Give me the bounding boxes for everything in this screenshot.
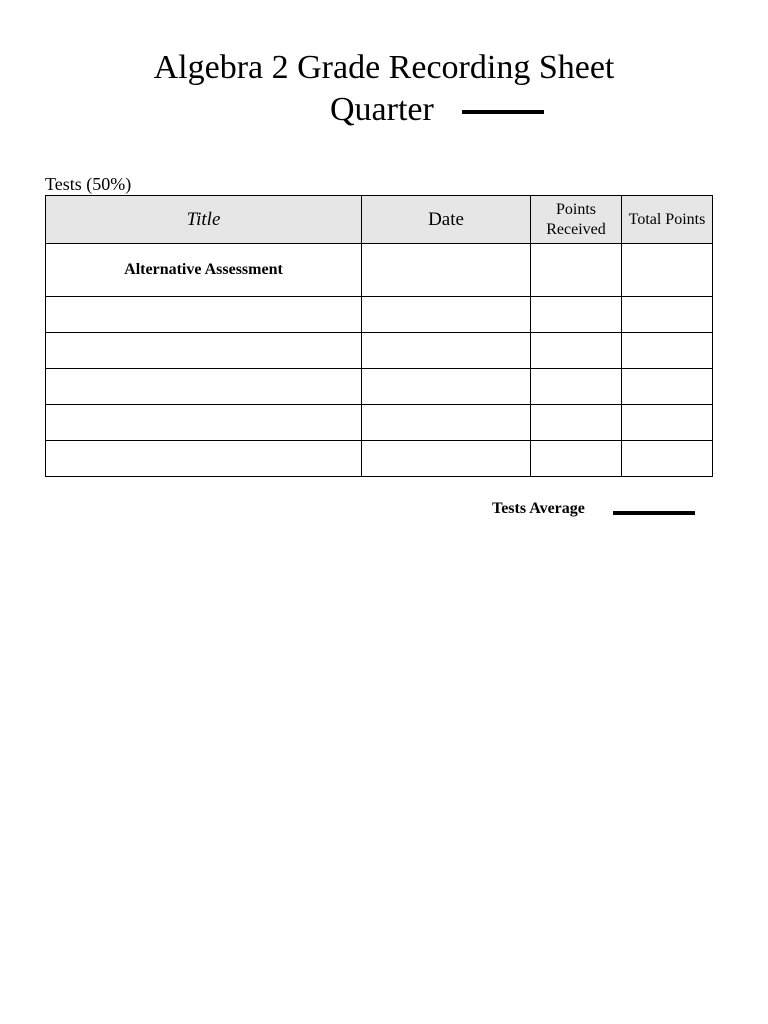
cell-total-points[interactable]: [622, 333, 713, 369]
cell-points-received[interactable]: [531, 297, 622, 333]
cell-points-received[interactable]: [531, 405, 622, 441]
cell-title[interactable]: [46, 333, 362, 369]
column-header-total-points: Total Points: [622, 196, 713, 244]
table-row: [46, 244, 713, 297]
cell-title[interactable]: [46, 297, 362, 333]
cell-date[interactable]: [362, 244, 531, 297]
cell-total-points[interactable]: [622, 244, 713, 297]
column-header-date: Date: [362, 196, 531, 244]
table-row: [46, 369, 713, 405]
table-row: [46, 297, 713, 333]
tests-section-label: Tests (50%): [45, 174, 132, 194]
table-row: [46, 441, 713, 477]
cell-points-received[interactable]: [531, 333, 622, 369]
cell-points-received[interactable]: [531, 369, 622, 405]
cell-title[interactable]: [46, 369, 362, 405]
cell-total-points[interactable]: [622, 369, 713, 405]
cell-title[interactable]: [46, 405, 362, 441]
column-header-points-received: Points Received: [531, 196, 622, 244]
cell-total-points[interactable]: [622, 405, 713, 441]
page-title: Algebra 2 Grade Recording Sheet: [153, 49, 615, 86]
tests-average-blank-line[interactable]: [613, 511, 695, 515]
cell-date[interactable]: [362, 333, 531, 369]
cell-date[interactable]: [362, 369, 531, 405]
cell-points-received[interactable]: [531, 244, 622, 297]
cell-date[interactable]: [362, 405, 531, 441]
tests-average-label: Tests Average: [492, 500, 585, 517]
quarter-label: Quarter: [330, 91, 434, 128]
column-header-title: Title: [46, 196, 362, 244]
table-header-row: [46, 196, 713, 244]
tests-table: [45, 195, 713, 477]
cell-date[interactable]: [362, 297, 531, 333]
cell-total-points[interactable]: [622, 297, 713, 333]
table-row: [46, 333, 713, 369]
quarter-blank-line: [462, 110, 544, 114]
cell-title[interactable]: Alternative Assessment: [46, 244, 362, 297]
cell-total-points[interactable]: [622, 441, 713, 477]
table-row: [46, 405, 713, 441]
cell-points-received[interactable]: [531, 441, 622, 477]
cell-title[interactable]: [46, 441, 362, 477]
cell-date[interactable]: [362, 441, 531, 477]
